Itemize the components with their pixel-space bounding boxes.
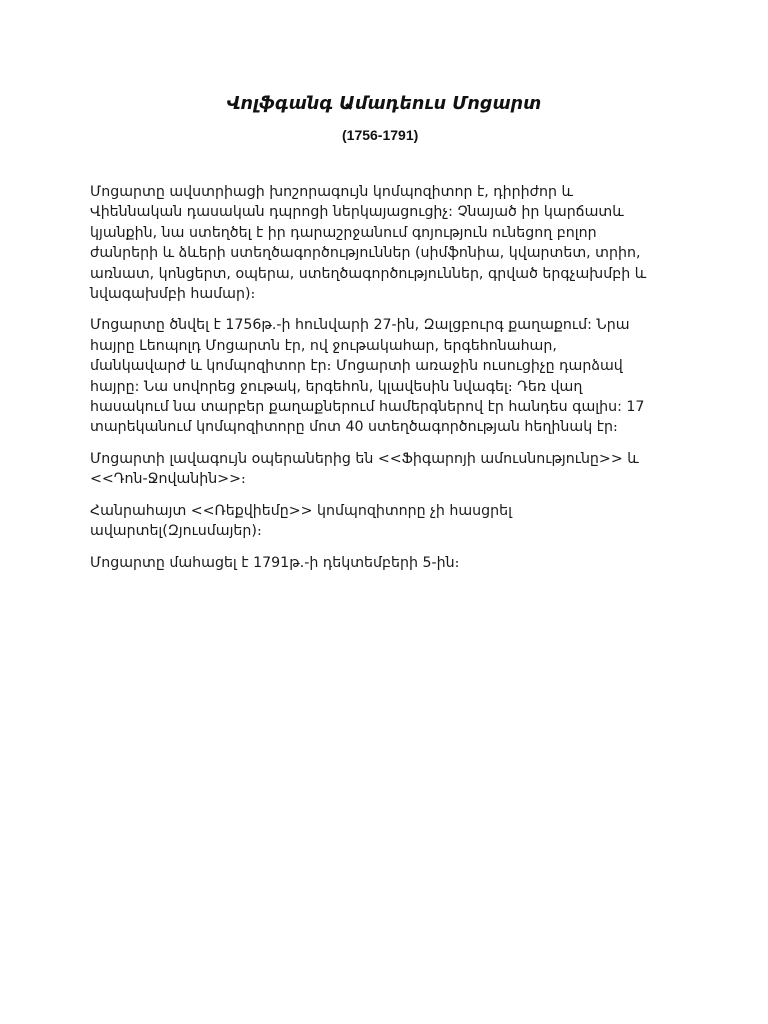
text-line: տարեկանում կոմպոզիտորը մոտ 40 ստեղծագործության հեղինակ էր։ [90, 419, 618, 436]
paragraph-early-life [90, 315, 686, 437]
paragraph-biography-intro [90, 182, 686, 304]
text-line: մանկավարժ և կոմպոզիտոր էր։ Մոցարտի առաջին ուսուցիչը դարձավ [90, 358, 623, 375]
text-line: Հանրահայտ <<Ռեքվիեմը>> կոմպոզիտորը չի հասցրել [90, 502, 512, 519]
paragraph-best-operas [90, 449, 686, 490]
text-line: <<Դոն-Ջովանին>>։ [90, 471, 246, 488]
text-line: հայրը: Նա սովորեց ջութակ, երգեհոն, կլավեսին նվագել։ Դեռ վաղ [90, 378, 583, 395]
text-line: ավարտել(Զյուսմայեր)։ [90, 523, 262, 540]
text-line: առնատ, կոնցերտ, օպերա, ստեղծագործություններ, գրված երգչախմբի և [90, 265, 647, 282]
paragraph-requiem [90, 501, 686, 542]
text-line: Մոցարտը ավստրիացի խոշորագույն կոմպոզիտոր է, դիրիժոր և [90, 184, 573, 200]
text-line: հասակում նա տարբեր քաղաքներում համերգներով էր հանդես գալիս: 17 [90, 399, 645, 416]
document-body [90, 182, 686, 584]
text-line: Վիեննական դասական դպրոցի ներկայացուցիչ: Չնայած իր կարճատև [90, 204, 624, 221]
text-line: Մոցարտը ծնվել է 1756թ.-ի հունվարի 27-ին, Զալցբուրգ քաղաքում: Նրա [90, 317, 630, 334]
document-title: Վոլֆգանգ Ամադեուս Մոցարտ [226, 94, 542, 114]
paragraph-death [90, 553, 686, 573]
text-line: հայրը Լեոպոլդ Մոցարտն էր, ով ջութակահար, երգեհոնահար, [90, 337, 557, 354]
text-line: նվագախմբի համար)։ [90, 286, 256, 303]
text-line: Մոցարտը մահացել է 1791թ.-ի դեկտեմբերի 5-ին։ [90, 554, 460, 571]
text-line: ժանրերի և ձևերի ստեղծագործություններ (սիմֆոնիա, կվարտետ, տրիո, [90, 245, 641, 262]
text-line: կյանքին, նա ստեղծել է իր դարաշրջանում գոյություն ունեցող բոլոր [90, 224, 597, 241]
text-line: Մոցարտի լավագույն օպերաներից են <<Ֆիգարոյի ամուսնությունը>> և [90, 450, 639, 467]
life-dates: (1756-1791) [342, 127, 419, 143]
